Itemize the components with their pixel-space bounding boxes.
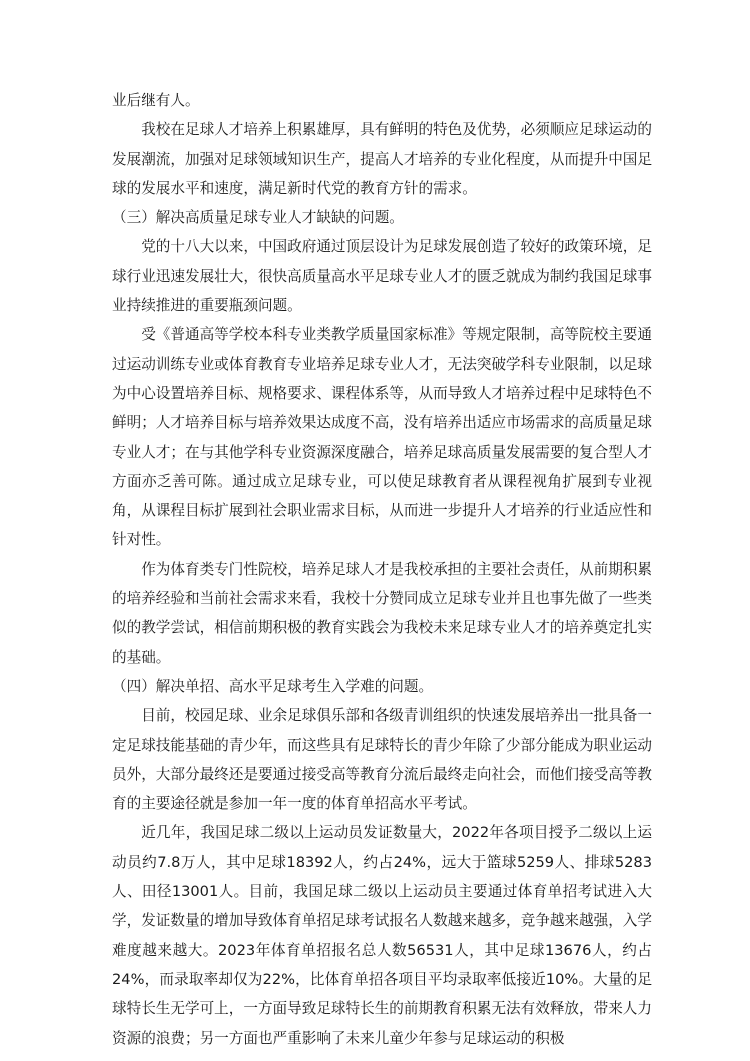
section-heading-3: （三）解决高质量足球专业人才缺缺的问题。 bbox=[112, 209, 404, 227]
paragraph-school-responsibility: 作为体育类专门性院校，培养足球人才是我校承担的主要社会责任，从前期积累的培养经验和当前社会需求来看，我校十分赞同成立足球专业并且也事先做了一些类似的教学尝试，相信前期积极的教育实践会为我校未来足球专业人才的培养奠定扎实的基础。 bbox=[112, 560, 652, 666]
paragraph-statistics: 近几年，我国足球二级以上运动员发证数量大，2022年各项目授予二级以上运动员约7.8万人，其中足球18392人，约占24%，远大于篮球5259人、排球5283人、田径13001人。目前，我国足球二级以上运动员主要通过体育单招考试进入大学，发证数量的增加导致体育单招足球考试报名人数越来越多，竞争越来越强，入学难度越来越大。2023年体育单招报名总人数56531人，其中足球13676人，约占24%，而录取率却仅为22%，比体育单招各项目平均录取率低接近10%。大量的足球特长生无学可上，一方面导致足球特长生的前期教育积累无法有效释放，带来人力资源的浪费；另一方面也严重影响了未来儿童少年参与足球运动的积极 bbox=[112, 824, 652, 1047]
paragraph-school-advantage: 我校在足球人才培养上积累雄厚，具有鲜明的特色及优势，必须顺应足球运动的发展潮流，加强对足球领域知识生产，提高人才培养的专业化程度，从而提升中国足球的发展水平和速度，满足新时代党的教育方针的需求。 bbox=[112, 121, 652, 197]
document-page bbox=[112, 86, 652, 1053]
paragraph-continuation: 业后继有人。 bbox=[112, 92, 200, 109]
paragraph-youth-football: 目前，校园足球、业余足球俱乐部和各级青训组织的快速发展培养出一批具备一定足球技能基础的青少年，而这些具有足球特长的青少年除了少部分能成为职业运动员外，大部分最终还是要通过接受高等教育分流后最终走向社会，而他们接受高等教育的主要途径就是参加一年一度的体育单招高水平考试。 bbox=[112, 707, 652, 813]
paragraph-policy-environment: 党的十八大以来，中国政府通过顶层设计为足球发展创造了较好的政策环境，足球行业迅速发展壮大，很快高质量高水平足球专业人才的匮乏就成为制约我国足球事业持续推进的重要瓶颈问题。 bbox=[112, 238, 652, 315]
paragraph-national-standard: 受《普通高等学校本科专业类教学质量国家标准》等规定限制，高等院校主要通过运动训练专业或体育教育专业培养足球专业人才，无法突破学科专业限制，以足球为中心设置培养目标、规格要求、课程体系等，从而导致人才培养过程中足球特色不鲜明；人才培养目标与培养效果达成度不高，没有培养出适应市场需求的高质量足球专业人才；在与其他学科专业资源深度融合，培养足球高质量发展需要的复合型人才方面亦乏善可陈。通过成立足球专业，可以使足球教育者从课程视角扩展到专业视角，从课程目标扩展到社会职业需求目标，从而进一步提升人才培养的行业适应性和针对性。 bbox=[112, 326, 652, 549]
section-heading-4: （四）解决单招、高水平足球考生入学难的问题。 bbox=[112, 677, 434, 695]
